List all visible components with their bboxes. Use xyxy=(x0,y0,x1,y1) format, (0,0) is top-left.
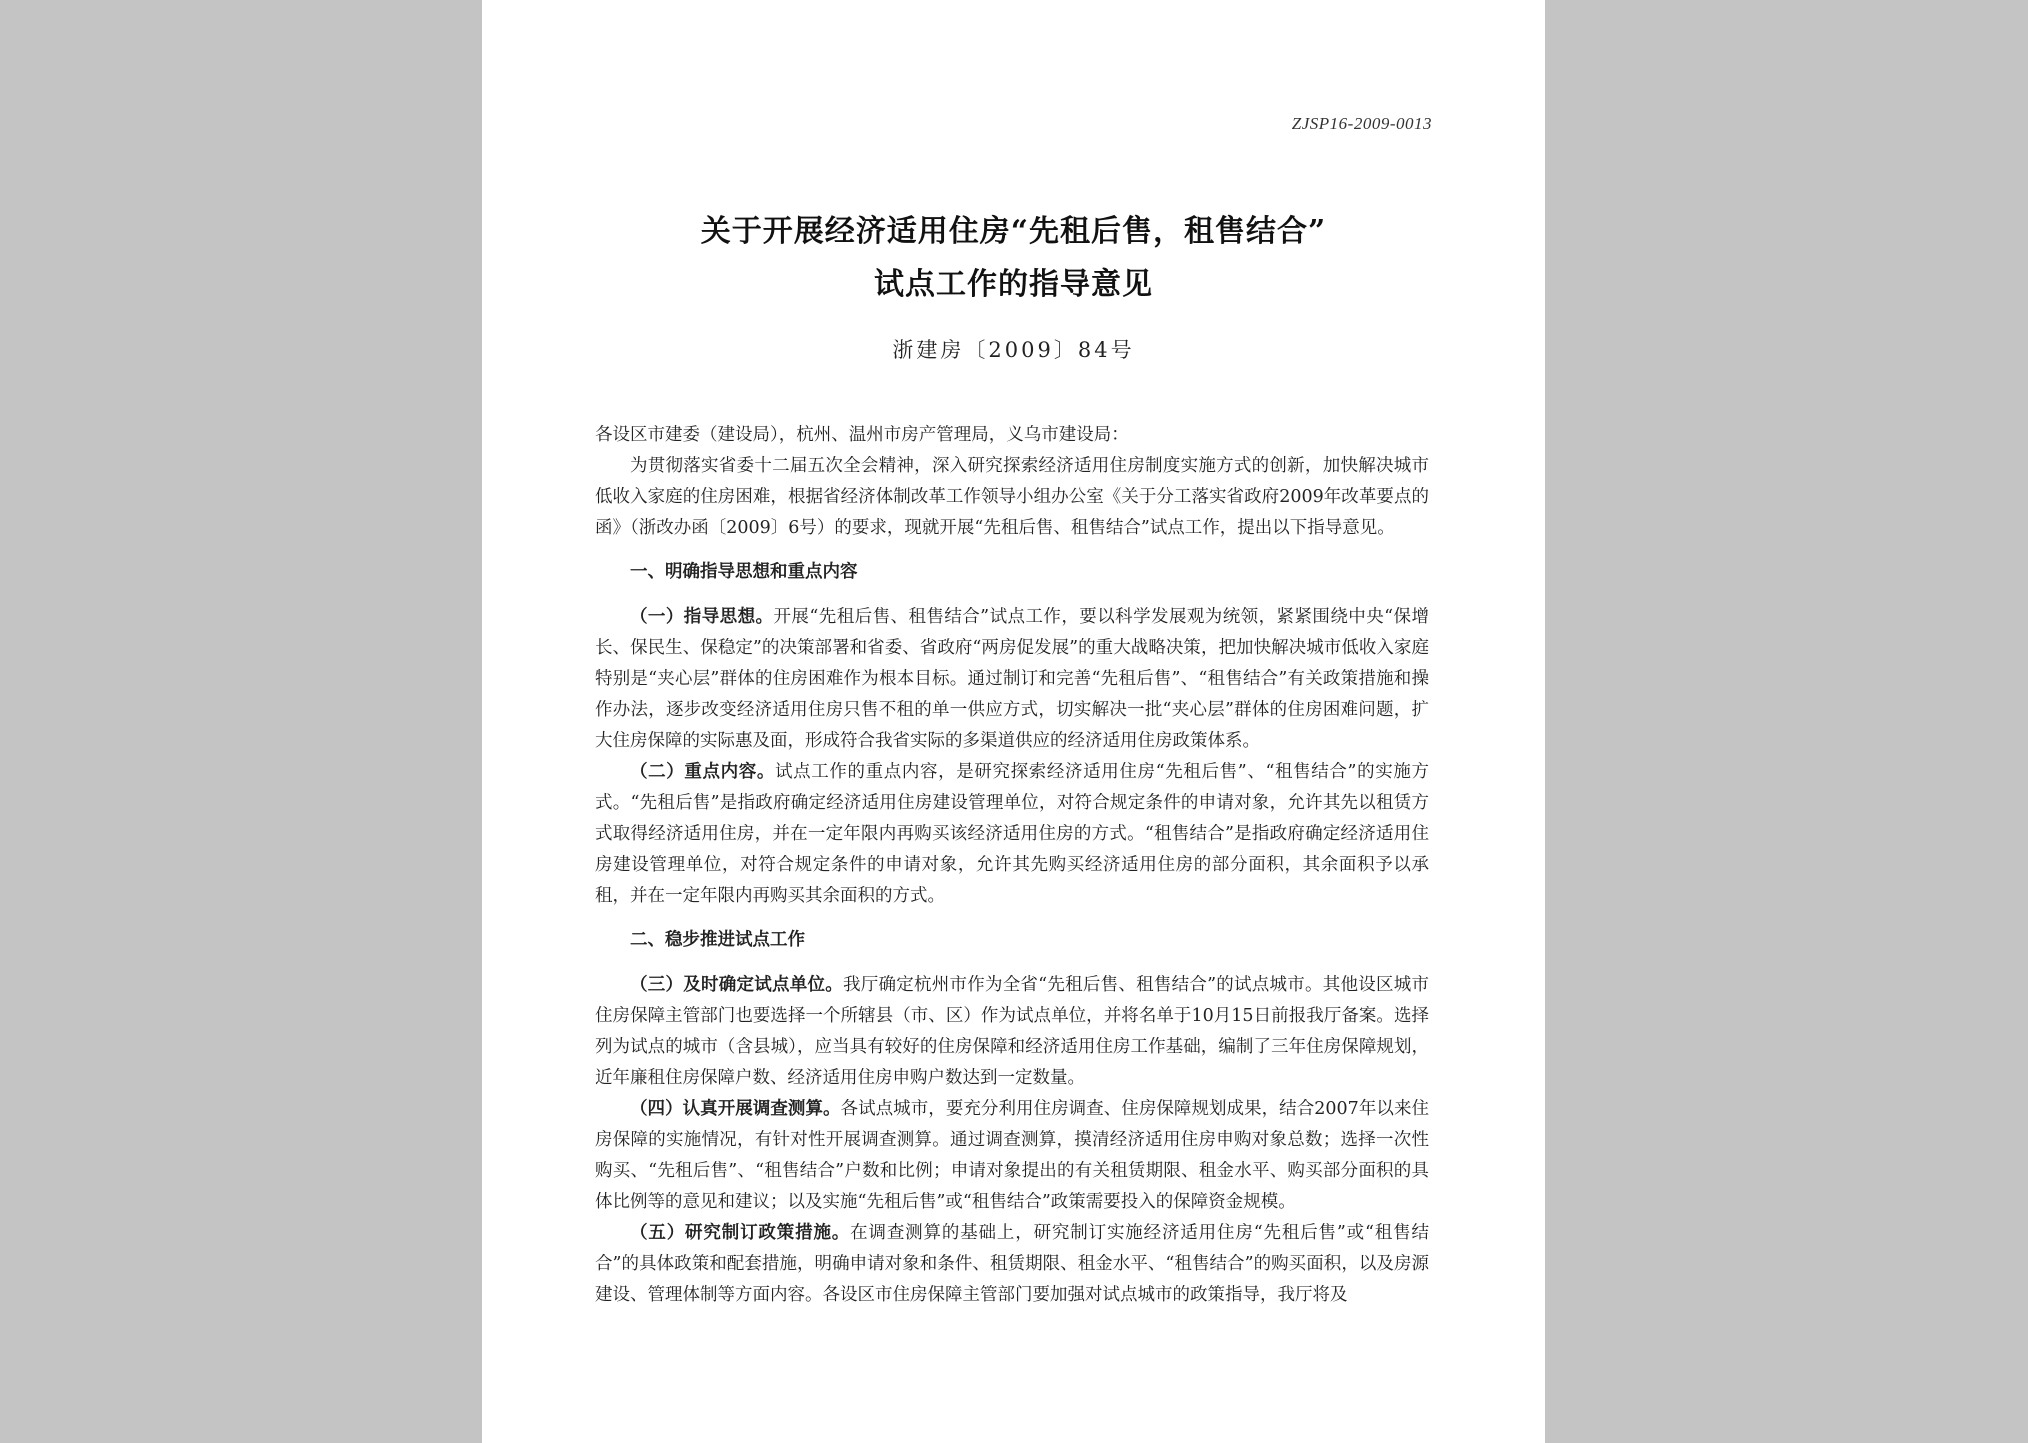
addressee: 各设区市建委（建设局），杭州、温州市房产管理局，义乌市建设局： xyxy=(595,425,1129,445)
paragraph-1 xyxy=(595,602,1429,757)
paragraph-1-lead: （一）指导思想。 xyxy=(630,607,774,627)
intro-paragraph: 为贯彻落实省委十二届五次全会精神，深入研究探索经济适用住房制度实施方式的创新，加快解决城市低收入家庭的住房困难，根据省经济体制改革工作领导小组办公室《关于分工落实省政府2009年改革要点的函》（浙改办函〔2009〕6号）的要求，现就开展“先租后售、租售结合”试点工作，提出以下指导意见。 xyxy=(595,456,1429,538)
paragraph-4-text: 各试点城市，要充分利用住房调查、住房保障规划成果，结合2007年以来住房保障的实施情况，有针对性开展调查测算。通过调查测算，摸清经济适用住房申购对象总数；选择一次性购买、“先租后售”、“租售结合”户数和比例；申请对象提出的有关租赁期限、租金水平、购买部分面积的具体比例等的意见和建议；以及实施“先租后售”或“租售结合”政策需要投入的保障资金规模。 xyxy=(595,1099,1429,1212)
document-title-line1: 关于开展经济适用住房“先租后售，租售结合” xyxy=(700,214,1327,249)
document-page xyxy=(482,0,1545,1443)
document-body xyxy=(595,420,1429,1311)
paragraph-4-lead: （四）认真开展调查测算。 xyxy=(630,1099,841,1119)
document-title-line2: 试点工作的指导意见 xyxy=(874,267,1153,302)
paragraph-3 xyxy=(595,970,1429,1094)
section-heading-1: 一、明确指导思想和重点内容 xyxy=(630,562,858,582)
paragraph-5-text: 在调查测算的基础上，研究制订实施经济适用住房“先租后售”或“租售结合”的具体政策和配套措施，明确申请对象和条件、租赁期限、租金水平、“租售结合”的购买面积，以及房源建设、管理体制等方面内容。各设区市住房保障主管部门要加强对试点城市的政策指导，我厅将及 xyxy=(595,1223,1430,1305)
document-number: 浙建房〔2009〕84号 xyxy=(892,338,1135,362)
paragraph-2-lead: （二）重点内容。 xyxy=(630,762,776,782)
section-heading-2: 二、稳步推进试点工作 xyxy=(630,930,805,950)
paragraph-2 xyxy=(595,757,1429,912)
paragraph-3-text: 我厅确定杭州市作为全省“先租后售、租售结合”的试点城市。其他设区城市住房保障主管部门也要选择一个所辖县（市、区）作为试点单位，并将名单于10月15日前报我厅备案。选择列为试点的城市（含县城），应当具有较好的住房保障和经济适用住房工作基础，编制了三年住房保障规划，近年廉租住房保障户数、经济适用住房申购户数达到一定数量。 xyxy=(595,975,1430,1088)
paragraph-1-text: 开展“先租后售、租售结合”试点工作，要以科学发展观为统领，紧紧围绕中央“保增长、保民生、保稳定”的决策部署和省委、省政府“两房促发展”的重大战略决策，把加快解决城市低收入家庭特别是“夹心层”群体的住房困难作为根本目标。通过制订和完善“先租后售”、“租售结合”有关政策措施和操作办法，逐步改变经济适用住房只售不租的单一供应方式，切实解决一批“夹心层”群体的住房困难问题，扩大住房保障的实际惠及面，形成符合我省实际的多渠道供应的经济适用住房政策体系。 xyxy=(595,607,1429,751)
paragraph-4 xyxy=(595,1094,1429,1218)
paragraph-5 xyxy=(595,1218,1429,1311)
paragraph-5-lead: （五）研究制订政策措施。 xyxy=(630,1223,851,1243)
paragraph-2-text: 试点工作的重点内容，是研究探索经济适用住房“先租后售”、“租售结合”的实施方式。“先租后售”是指政府确定经济适用住房建设管理单位，对符合规定条件的申请对象，允许其先以租赁方式取得经济适用住房，并在一定年限内再购买该经济适用住房的方式。“租售结合”是指政府确定经济适用住房建设管理单位，对符合规定条件的申请对象，允许其先购买经济适用住房的部分面积，其余面积予以承租，并在一定年限内再购买其余面积的方式。 xyxy=(595,762,1429,906)
document-code: ZJSP16-2009-0013 xyxy=(1291,114,1432,133)
paragraph-3-lead: （三）及时确定试点单位。 xyxy=(630,975,843,995)
